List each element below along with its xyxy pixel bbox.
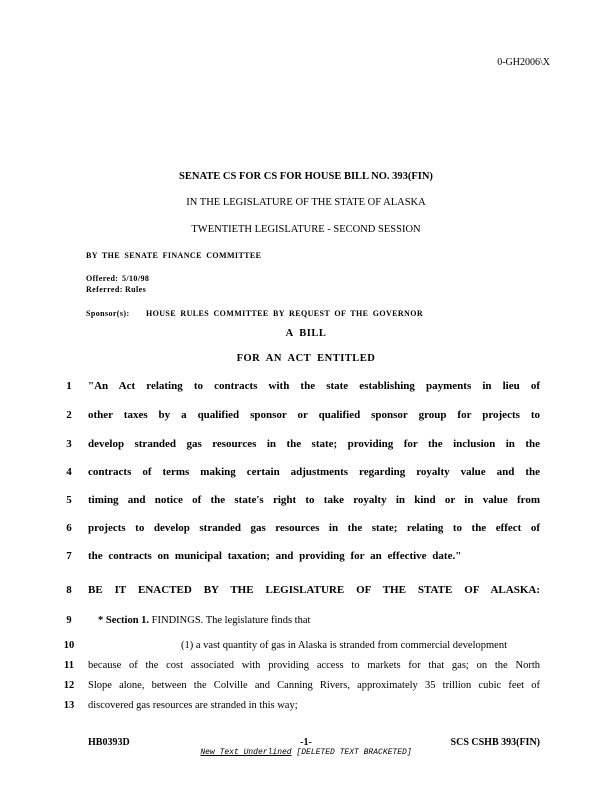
line-number: 12 [63,680,75,691]
footer-bill-code: HB0393D [88,737,130,748]
line-number: 4 [66,466,72,478]
line-number: 2 [66,409,72,421]
line-number: 5 [66,494,72,506]
referred-value: Rules [125,285,147,294]
body-line: because of the cost associated with providing access to markets for that gas; on the North [88,660,540,671]
legislature-name: IN THE LEGISLATURE OF THE STATE OF ALASKA [186,197,426,208]
sponsor-value: HOUSE RULES COMMITTEE BY REQUEST OF THE GOVERNOR [146,309,424,318]
line-number: 7 [66,550,72,562]
line-number: 3 [66,438,72,450]
offered-label: Offered: [86,274,119,283]
act-entitled-heading: FOR AN ACT ENTITLED [236,353,376,364]
offered-date: 5/10/98 [122,274,150,283]
title-line: timing and notice of the state's right to take royalty in kind or in value from [88,494,540,506]
section-heading-text: FINDINGS. The legislature finds that [151,615,311,626]
section-marker: * Section 1. [98,615,150,626]
title-line: contracts of terms making certain adjustments regarding royalty value and the [88,466,540,478]
bill-title: SENATE CS FOR CS FOR HOUSE BILL NO. 393(FIN) [179,171,433,182]
legend-bracketed: [DELETED TEXT BRACKETED] [296,748,412,757]
footer-bill-version: SCS CSHB 393(FIN) [450,737,540,748]
title-line: develop stranded gas resources in the state; providing for the inclusion in the [88,438,540,450]
title-line: the contracts on municipal taxation; and providing for an effective date." [88,550,462,562]
document-id: 0-GH2006\X [497,57,550,68]
a-bill-heading: A BILL [285,328,327,339]
title-line: projects to develop stranded gas resources in the state; relating to the effect of [88,522,540,534]
title-line: other taxes by a qualified sponsor or qualified sponsor group for projects to [88,409,540,421]
line-number: 11 [64,660,74,671]
line-number: 13 [63,700,75,711]
body-line: Slope alone, between the Colville and Canning Rivers, approximately 35 trillion cubic feet of [88,680,540,691]
sponsor-label: Sponsor(s): [86,309,130,318]
title-line: "An Act relating to contracts with the state establishing payments in lieu of [88,380,540,392]
page-number: -1- [300,737,312,748]
line-number: 10 [63,640,75,651]
line-number: 9 [66,615,72,626]
body-line: discovered gas resources are stranded in this way; [88,700,298,711]
committee-line: BY THE SENATE FINANCE COMMITTEE [86,251,262,260]
referred-label: Referred: [86,285,123,294]
footer-legend [0,748,612,757]
section-heading-line [98,615,550,626]
body-line: (1) a vast quantity of gas in Alaska is stranded from commercial development [181,640,507,651]
session-name: TWENTIETH LEGISLATURE - SECOND SESSION [191,224,421,235]
enacting-clause: BE IT ENACTED BY THE LEGISLATURE OF THE STATE OF ALASKA: [88,584,540,596]
legend-underlined: New Text Underlined [200,748,292,757]
line-number: 6 [66,522,72,534]
line-number: 1 [66,380,72,392]
line-number: 8 [66,584,72,596]
